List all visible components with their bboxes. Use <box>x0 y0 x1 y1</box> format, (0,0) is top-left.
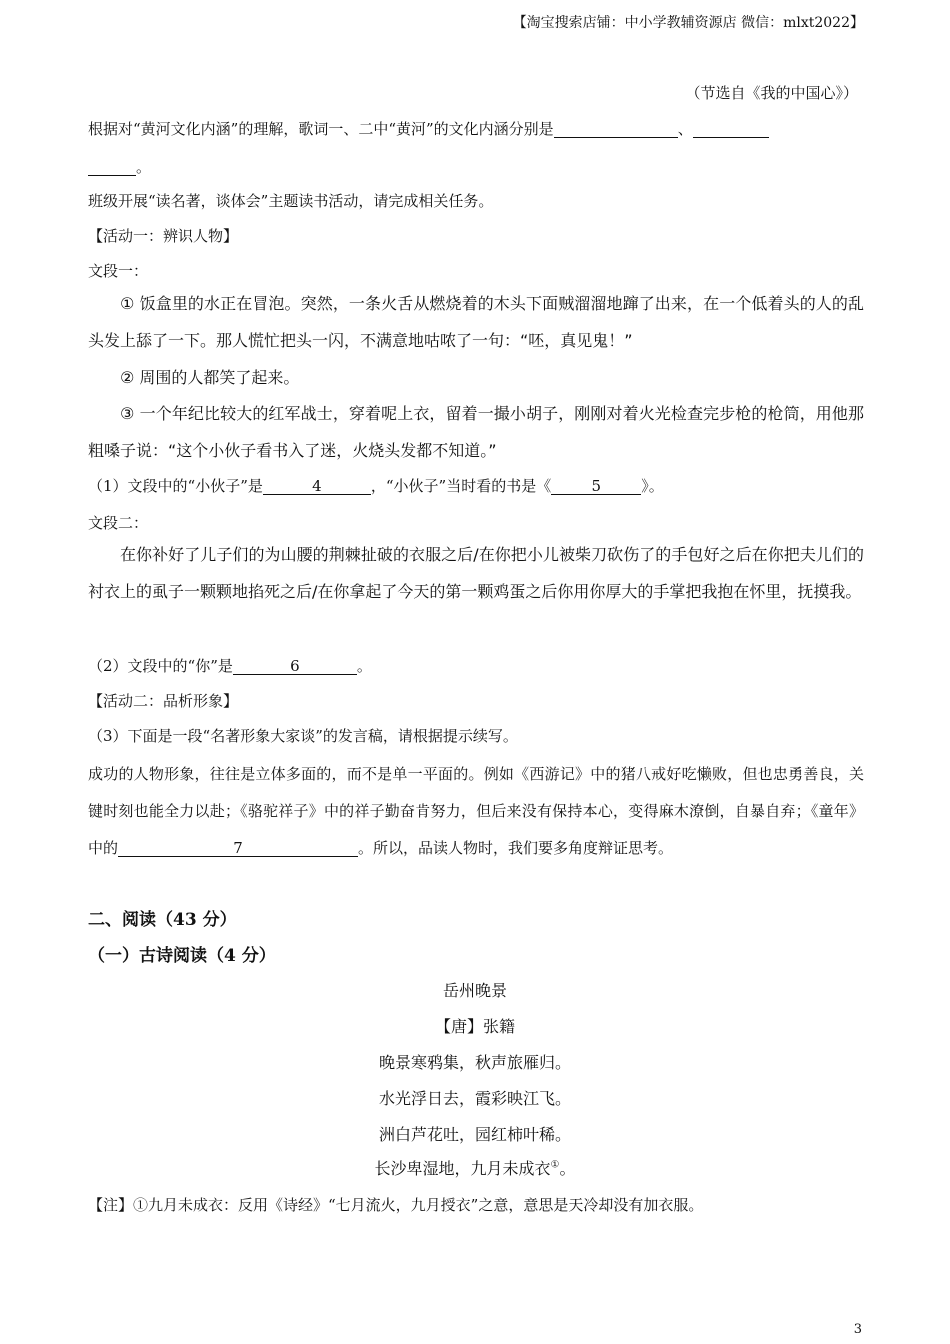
section-2-1-heading: （一）古诗阅读（4 分） <box>88 946 276 966</box>
page-number: 3 <box>853 1322 862 1337</box>
activity-1-heading: 【活动一：辨识人物】 <box>88 227 239 245</box>
poem-author: 【唐】张籍 <box>434 1017 515 1036</box>
question-yellow-river-cont <box>88 156 151 177</box>
poem-line-1: 晚景寒鸦集，秋声旅雁归。 <box>378 1053 571 1072</box>
activity-2-heading: 【活动二：品析形象】 <box>88 692 239 710</box>
speech-paragraph <box>88 756 864 867</box>
question-1-text-2: ，“小伙子”当时看的书是《 <box>370 477 552 495</box>
poem-line-4-end: 。 <box>559 1159 576 1178</box>
poem-line-2: 水光浮日去，霞彩映江飞。 <box>378 1089 571 1108</box>
question-text: 根据对“黄河文化内涵”的理解，歌词一、二中“黄河”的文化内涵分别是 <box>88 120 554 138</box>
page-header: 【淘宝搜索店铺：中小学教辅资源店 微信：mlxt2022】 <box>512 15 864 31</box>
poem-line-4 <box>0 1156 950 1179</box>
footnote-mark: ① <box>550 1159 560 1171</box>
question-yellow-river <box>88 118 769 139</box>
answer-blank-6[interactable]: 6 <box>233 658 357 675</box>
speech-text: 成功的人物形象，往往是立体多面的，而不是单一平面的。例如《西游记》中的猪八戒好吃懒败，但也忠勇善良，关键时刻也能全力以赴；《骆驼祥子》中的祥子勤奋肯努力，但后来没有保持本心，变得麻木潦倒，自暴自弃；《童年》中的 <box>88 765 864 857</box>
activity-intro: 班级开展“读名著，谈体会”主题读书活动，请完成相关任务。 <box>88 192 494 210</box>
answer-blank[interactable] <box>88 159 136 176</box>
section-2-heading: 二、阅读（43 分） <box>88 910 237 930</box>
question-2 <box>88 655 372 676</box>
answer-blank[interactable] <box>693 121 769 138</box>
question-1-text-3: 》。 <box>641 477 664 495</box>
answer-blank[interactable] <box>554 121 678 138</box>
passage-2-paragraph: 在你补好了儿子们的为山腰的荆棘扯破的衣服之后/在你把小儿被柴刀砍伤了的手包好之后在你把夫儿们的衬衣上的虱子一颗颗地掐死之后/在你拿起了今天的第一颗鸡蛋之后你用你厚大的手掌把我抱在怀里，抚摸我。 <box>88 545 864 601</box>
passage-1-paragraph-2: ② 周围的人都笑了起来。 <box>120 368 300 387</box>
passage-1-label: 文段一： <box>88 262 149 280</box>
question-2-text: （2）文段中的“你”是 <box>88 657 233 675</box>
question-1 <box>88 475 664 496</box>
answer-blank-5[interactable]: 5 <box>551 478 641 495</box>
source-line: （节选自《我的中国心》） <box>685 84 858 102</box>
question-2-end: 。 <box>356 657 372 675</box>
answer-blank-7[interactable]: 7 <box>118 840 358 857</box>
question-3: （3）下面是一段“名著形象大家谈”的发言稿，请根据提示续写。 <box>88 727 518 745</box>
separator: 、 <box>677 120 693 138</box>
speech-text-2: 。所以，品读人物时，我们要多角度辩证思考。 <box>358 839 674 857</box>
poem-title: 岳州晚景 <box>442 981 507 1000</box>
line-end: 。 <box>136 158 152 176</box>
passage-2-label: 文段二： <box>88 514 149 532</box>
question-1-text: （1）文段中的“小伙子”是 <box>88 477 263 495</box>
passage-1-paragraph-3: ③ 一个年纪比较大的红军战士，穿着呢上衣，留着一撮小胡子，刚刚对着火光检查完步枪的枪筒，用他那粗嗓子说：“这个小伙子看书入了迷，火烧头发都不知道。” <box>88 404 864 460</box>
poem-line-3: 洲白芦花吐，园红柿叶稀。 <box>378 1125 571 1144</box>
poem-line-4-text: 长沙卑湿地，九月未成衣 <box>374 1159 551 1178</box>
answer-blank-4[interactable]: 4 <box>263 478 371 495</box>
passage-1-paragraph-1: ① 饭盒里的水正在冒泡。突然，一条火舌从燃烧着的木头下面贼溜溜地蹿了出来，在一个低着头的人的乱头发上舔了一下。那人慌忙把头一闪，不满意地咕哝了一句：“呸，真见鬼！” <box>88 294 864 350</box>
poem-note: 【注】①九月未成衣：反用《诗经》“七月流火，九月授衣”之意，意思是天冷却没有加衣服。 <box>88 1196 704 1214</box>
